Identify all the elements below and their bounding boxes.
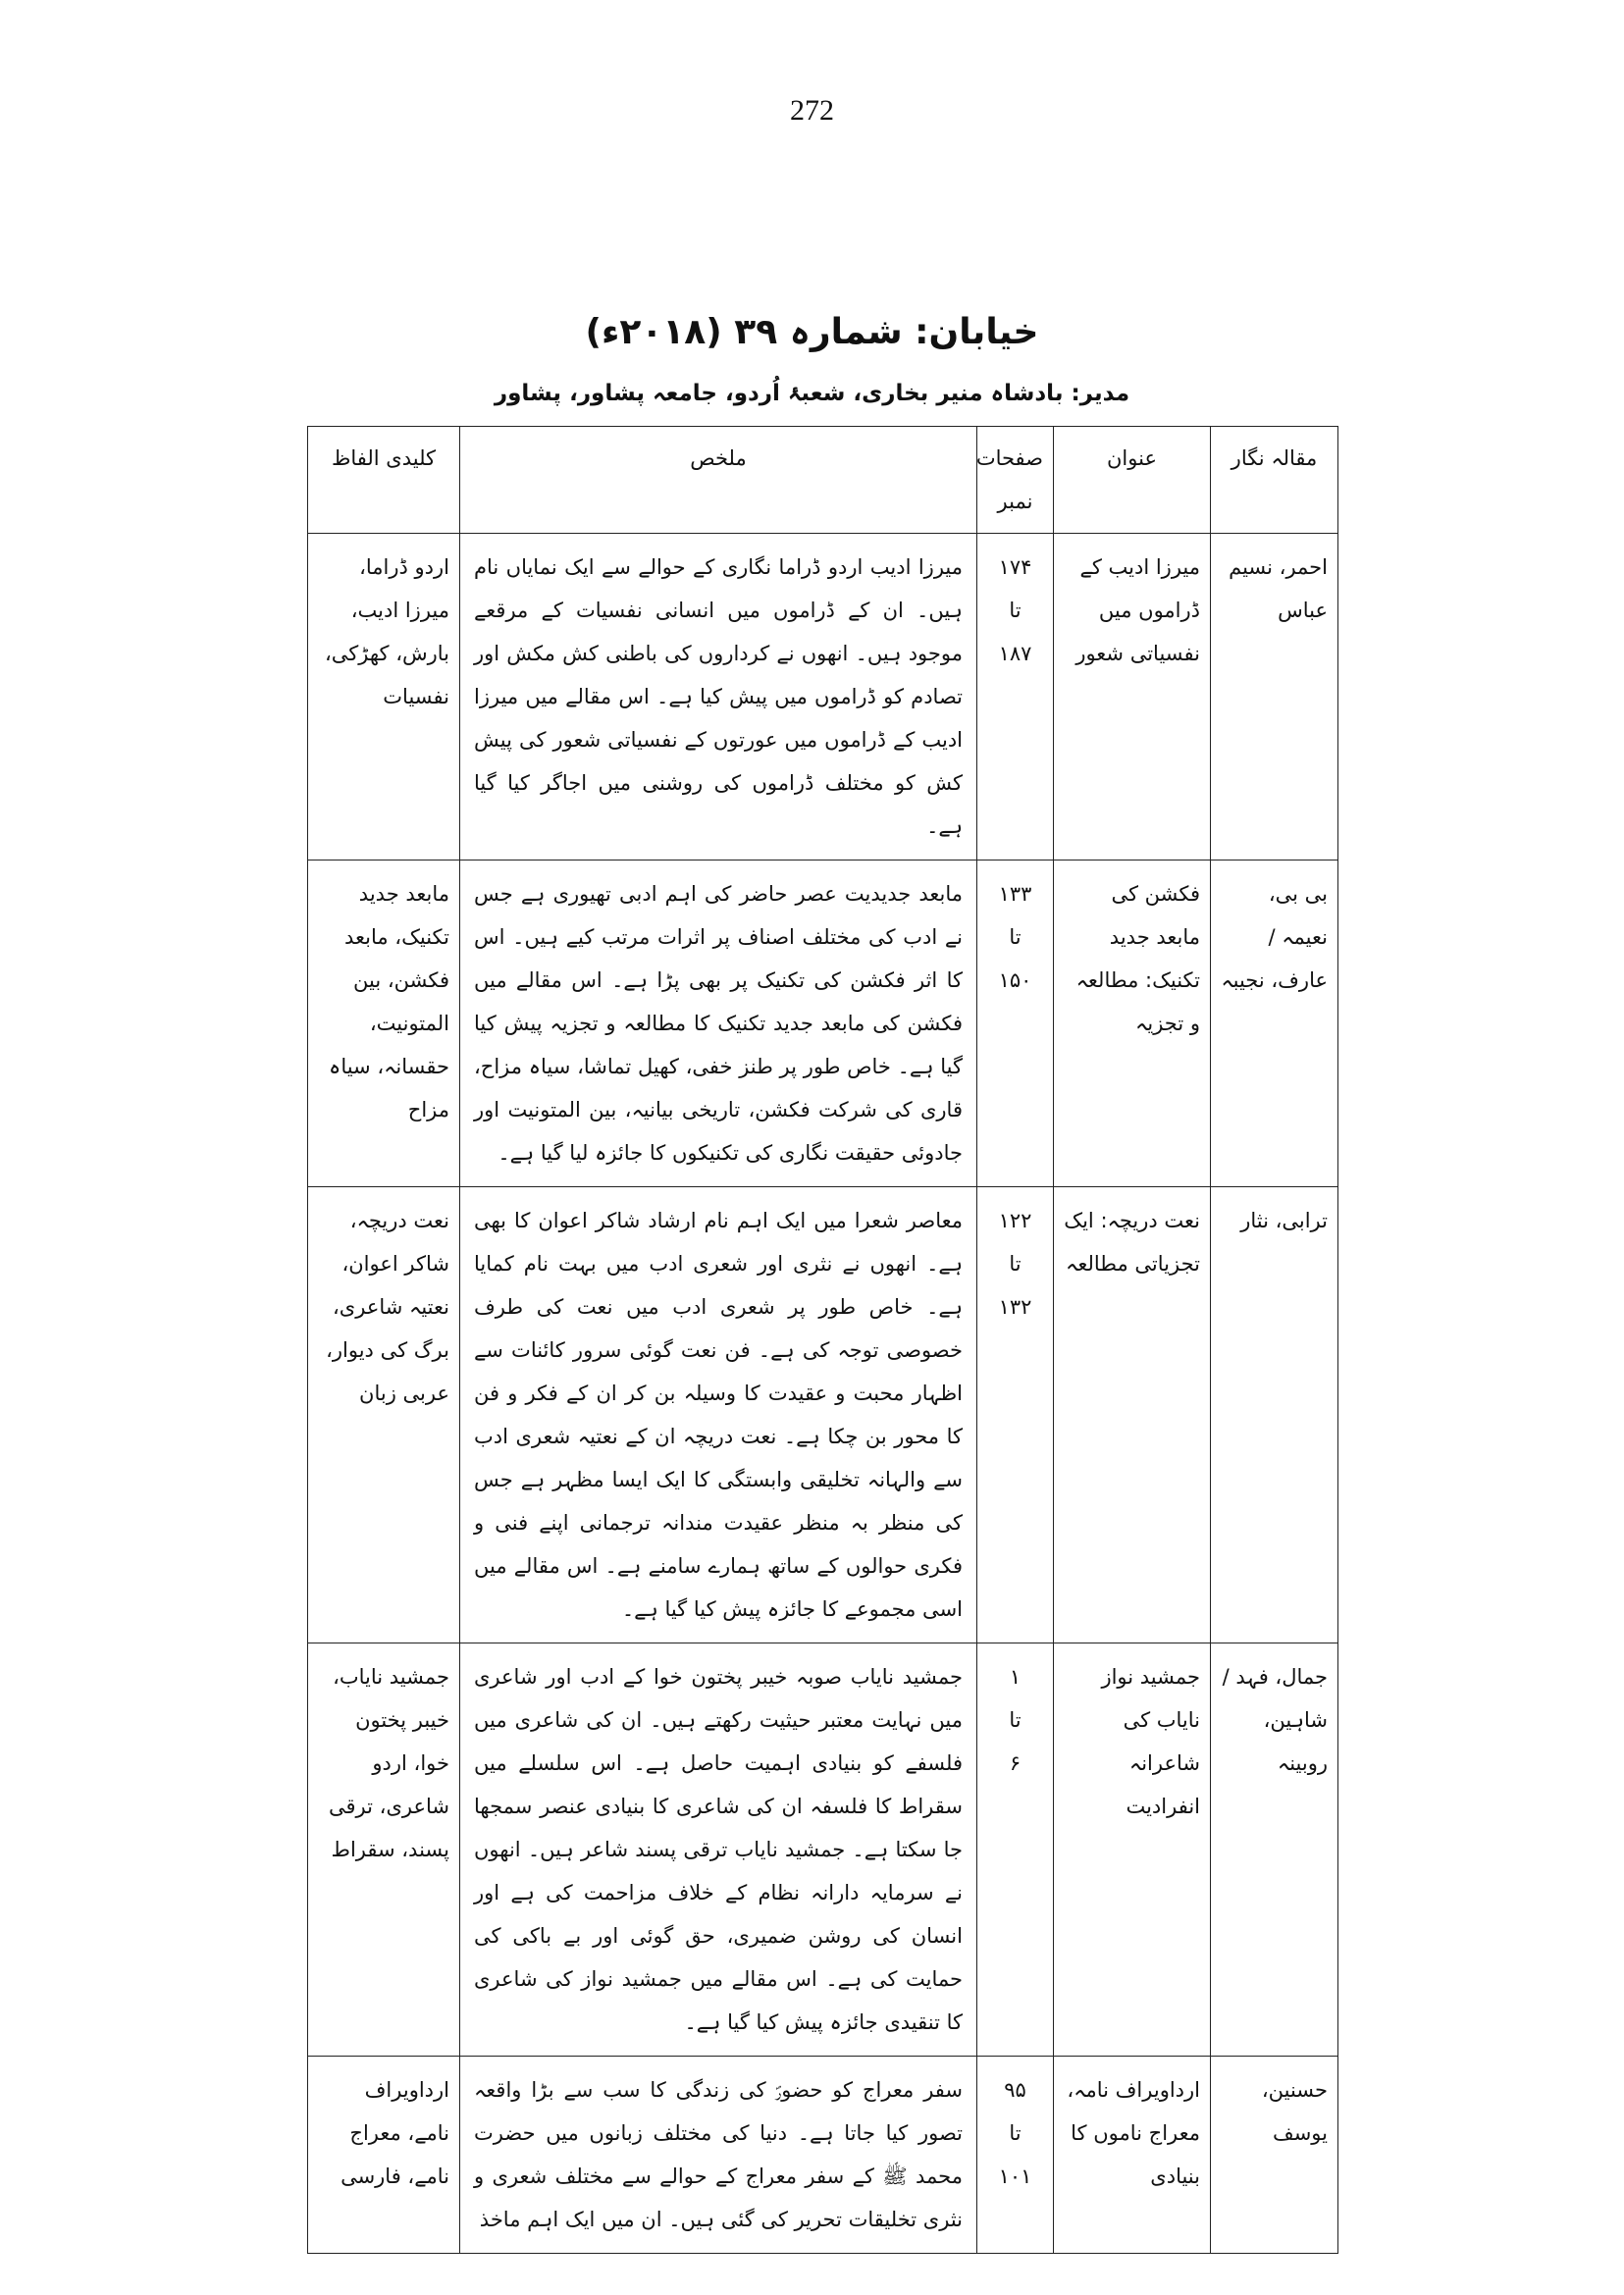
articles-table: [307, 426, 1338, 2254]
row-author: حسنین، یوسف: [1211, 2057, 1338, 2254]
row-title: فکشن کی مابعد جدید تکنیک: مطالعہ و تجزیہ: [1054, 861, 1211, 1187]
page-start: ۱۳۳: [998, 882, 1032, 906]
row-title: جمشید نواز نایاب کی شاعرانہ انفرادیت: [1054, 1643, 1211, 2057]
row-abstract: سفر معراج کو حضورؐ کی زندگی کا سب سے بڑا واقعہ تصور کیا جاتا ہے۔ دنیا کی مختلف زبانوں میں حضرت محمد ﷺ کے سفر معراج کے حوالے سے مختلف شعری و نثری تخلیقات تحریر کی گئی ہیں۔ ان میں ایک اہم ماخذ: [460, 2057, 977, 2254]
page-start: ۱۲۲: [998, 1209, 1032, 1232]
row-title: نعت دریچہ: ایک تجزیاتی مطالعہ: [1054, 1187, 1211, 1643]
table-row: [308, 534, 1338, 861]
header-title: عنوان: [1054, 427, 1211, 534]
row-title: ارداویراف نامہ، معراج ناموں کا بنیادی: [1054, 2057, 1211, 2254]
page-to: تا: [1009, 1252, 1022, 1276]
page-end: ۱۰۱: [998, 2165, 1032, 2188]
row-abstract: معاصر شعرا میں ایک اہم نام ارشاد شاکر اعوان کا بھی ہے۔ انھوں نے نثری اور شعری ادب میں بہت نام کمایا ہے۔ خاص طور پر شعری ادب میں نعت کی طرف خصوصی توجہ کی ہے۔ فن نعت گوئی سرور کائنات سے اظہار محبت و عقیدت کا وسیلہ بن کر ان کے فکر و فن کا محور بن چکا ہے۔ نعت دریچہ ان کے نعتیہ شعری ادب سے والہانہ تخلیقی وابستگی کا ایک ایسا مظہر ہے جس کی منظر بہ منظر عقیدت مندانہ ترجمانی اپنے فنی و فکری حوالوں کے ساتھ ہمارے سامنے ہے۔ اس مقالے میں اسی مجموعے کا جائزہ پیش کیا گیا ہے۔: [460, 1187, 977, 1643]
page-to: تا: [1009, 2121, 1022, 2145]
row-pages: [977, 1643, 1054, 2057]
row-author: بی بی، نعیمہ / عارف، نجیبہ: [1211, 861, 1338, 1187]
page-end: ۱۵۰: [998, 968, 1032, 992]
row-keywords: جمشید نایاب، خیبر پختون خوا، اردو شاعری، ترقی پسند، سقراط: [308, 1643, 460, 2057]
page-end: ۶: [1009, 1751, 1022, 1775]
row-keywords: ارداویراف نامے، معراج نامے، فارسی: [308, 2057, 460, 2254]
table-row: [308, 1643, 1338, 2057]
journal-title: خیابان: شمارہ ۳۹ (۲۰۱۸ء): [585, 312, 1039, 352]
row-keywords: مابعد جدید تکنیک، مابعد فکشن، بین المتونیت، حقسانہ، سیاہ مزاح: [308, 861, 460, 1187]
table-row: [308, 861, 1338, 1187]
row-abstract: جمشید نایاب صوبہ خیبر پختون خوا کے ادب اور شاعری میں نہایت معتبر حیثیت رکھتے ہیں۔ ان کی شاعری میں فلسفے کو بنیادی اہمیت حاصل ہے۔ اس سلسلے میں سقراط کا فلسفہ ان کی شاعری کا بنیادی عنصر سمجھا جا سکتا ہے۔ جمشید نایاب ترقی پسند شاعر ہیں۔ انھوں نے سرمایہ دارانہ نظام کے خلاف مزاحمت کی ہے اور انسان کی روشن ضمیری، حق گوئی اور بے باکی کی حمایت کی ہے۔ اس مقالے میں جمشید نواز کی شاعری کا تنقیدی جائزہ پیش کیا گیا ہے۔: [460, 1643, 977, 2057]
table-header-row: [308, 427, 1338, 534]
editor-line: مدیر: بادشاہ منیر بخاری، شعبۂ اُردو، جامعہ پشاور، پشاور: [494, 381, 1130, 406]
header-author: مقالہ نگار: [1211, 427, 1338, 534]
row-abstract: میرزا ادیب اردو ڈراما نگاری کے حوالے سے ایک نمایاں نام ہیں۔ ان کے ڈراموں میں انسانی نفسیات کے مرقعے موجود ہیں۔ انھوں نے کرداروں کی باطنی کش مکش اور تصادم کو ڈراموں میں پیش کیا ہے۔ اس مقالے میں میرزا ادیب کے ڈراموں میں عورتوں کے نفسیاتی شعور کی پیش کش کو مختلف ڈراموں کی روشنی میں اجاگر کیا گیا ہے۔: [460, 534, 977, 861]
row-pages: [977, 861, 1054, 1187]
row-author: جمال، فہد / شاہین، روبینہ: [1211, 1643, 1338, 2057]
page-to: تا: [1009, 1708, 1022, 1732]
row-keywords: اردو ڈراما، میرزا ادیب، بارش، کھڑکی، نفسیات: [308, 534, 460, 861]
header-pages: صفحات نمبر: [977, 427, 1054, 534]
page-to: تا: [1009, 925, 1022, 949]
table-row: [308, 1187, 1338, 1643]
page-start: ۱۷۴: [998, 555, 1032, 579]
page-start: ۱: [1009, 1665, 1022, 1689]
page-end: ۱۸۷: [998, 642, 1032, 665]
row-pages: [977, 1187, 1054, 1643]
page-start: ۹۵: [1004, 2078, 1026, 2102]
row-abstract: مابعد جدیدیت عصر حاضر کی اہم ادبی تھیوری ہے جس نے ادب کی مختلف اصناف پر اثرات مرتب کیے ہیں۔ اس کا اثر فکشن کی تکنیک پر بھی پڑا ہے۔ اس مقالے میں فکشن کی مابعد جدید تکنیک کا مطالعہ و تجزیہ پیش کیا گیا ہے۔ خاص طور پر طنز خفی، کھیل تماشا، سیاہ مزاح، قاری کی شرکت فکشن، تاریخی بیانیہ، بین المتونیت اور جادوئی حقیقت نگاری کی تکنیکوں کا جائزہ لیا گیا ہے۔: [460, 861, 977, 1187]
row-keywords: نعت دریچہ، شاکر اعوان، نعتیہ شاعری، برگ کی دیوار، عربی زبان: [308, 1187, 460, 1643]
row-author: احمر، نسیم عباس: [1211, 534, 1338, 861]
row-pages: [977, 534, 1054, 861]
table-row: [308, 2057, 1338, 2254]
header-abstract: ملخص: [460, 427, 977, 534]
page-to: تا: [1009, 599, 1022, 622]
header-keywords: کلیدی الفاظ: [308, 427, 460, 534]
row-pages: [977, 2057, 1054, 2254]
page-number: 272: [790, 94, 834, 127]
row-title: میرزا ادیب کے ڈراموں میں نفسیاتی شعور: [1054, 534, 1211, 861]
row-author: ترابی، نثار: [1211, 1187, 1338, 1643]
page-end: ۱۳۲: [998, 1295, 1032, 1319]
